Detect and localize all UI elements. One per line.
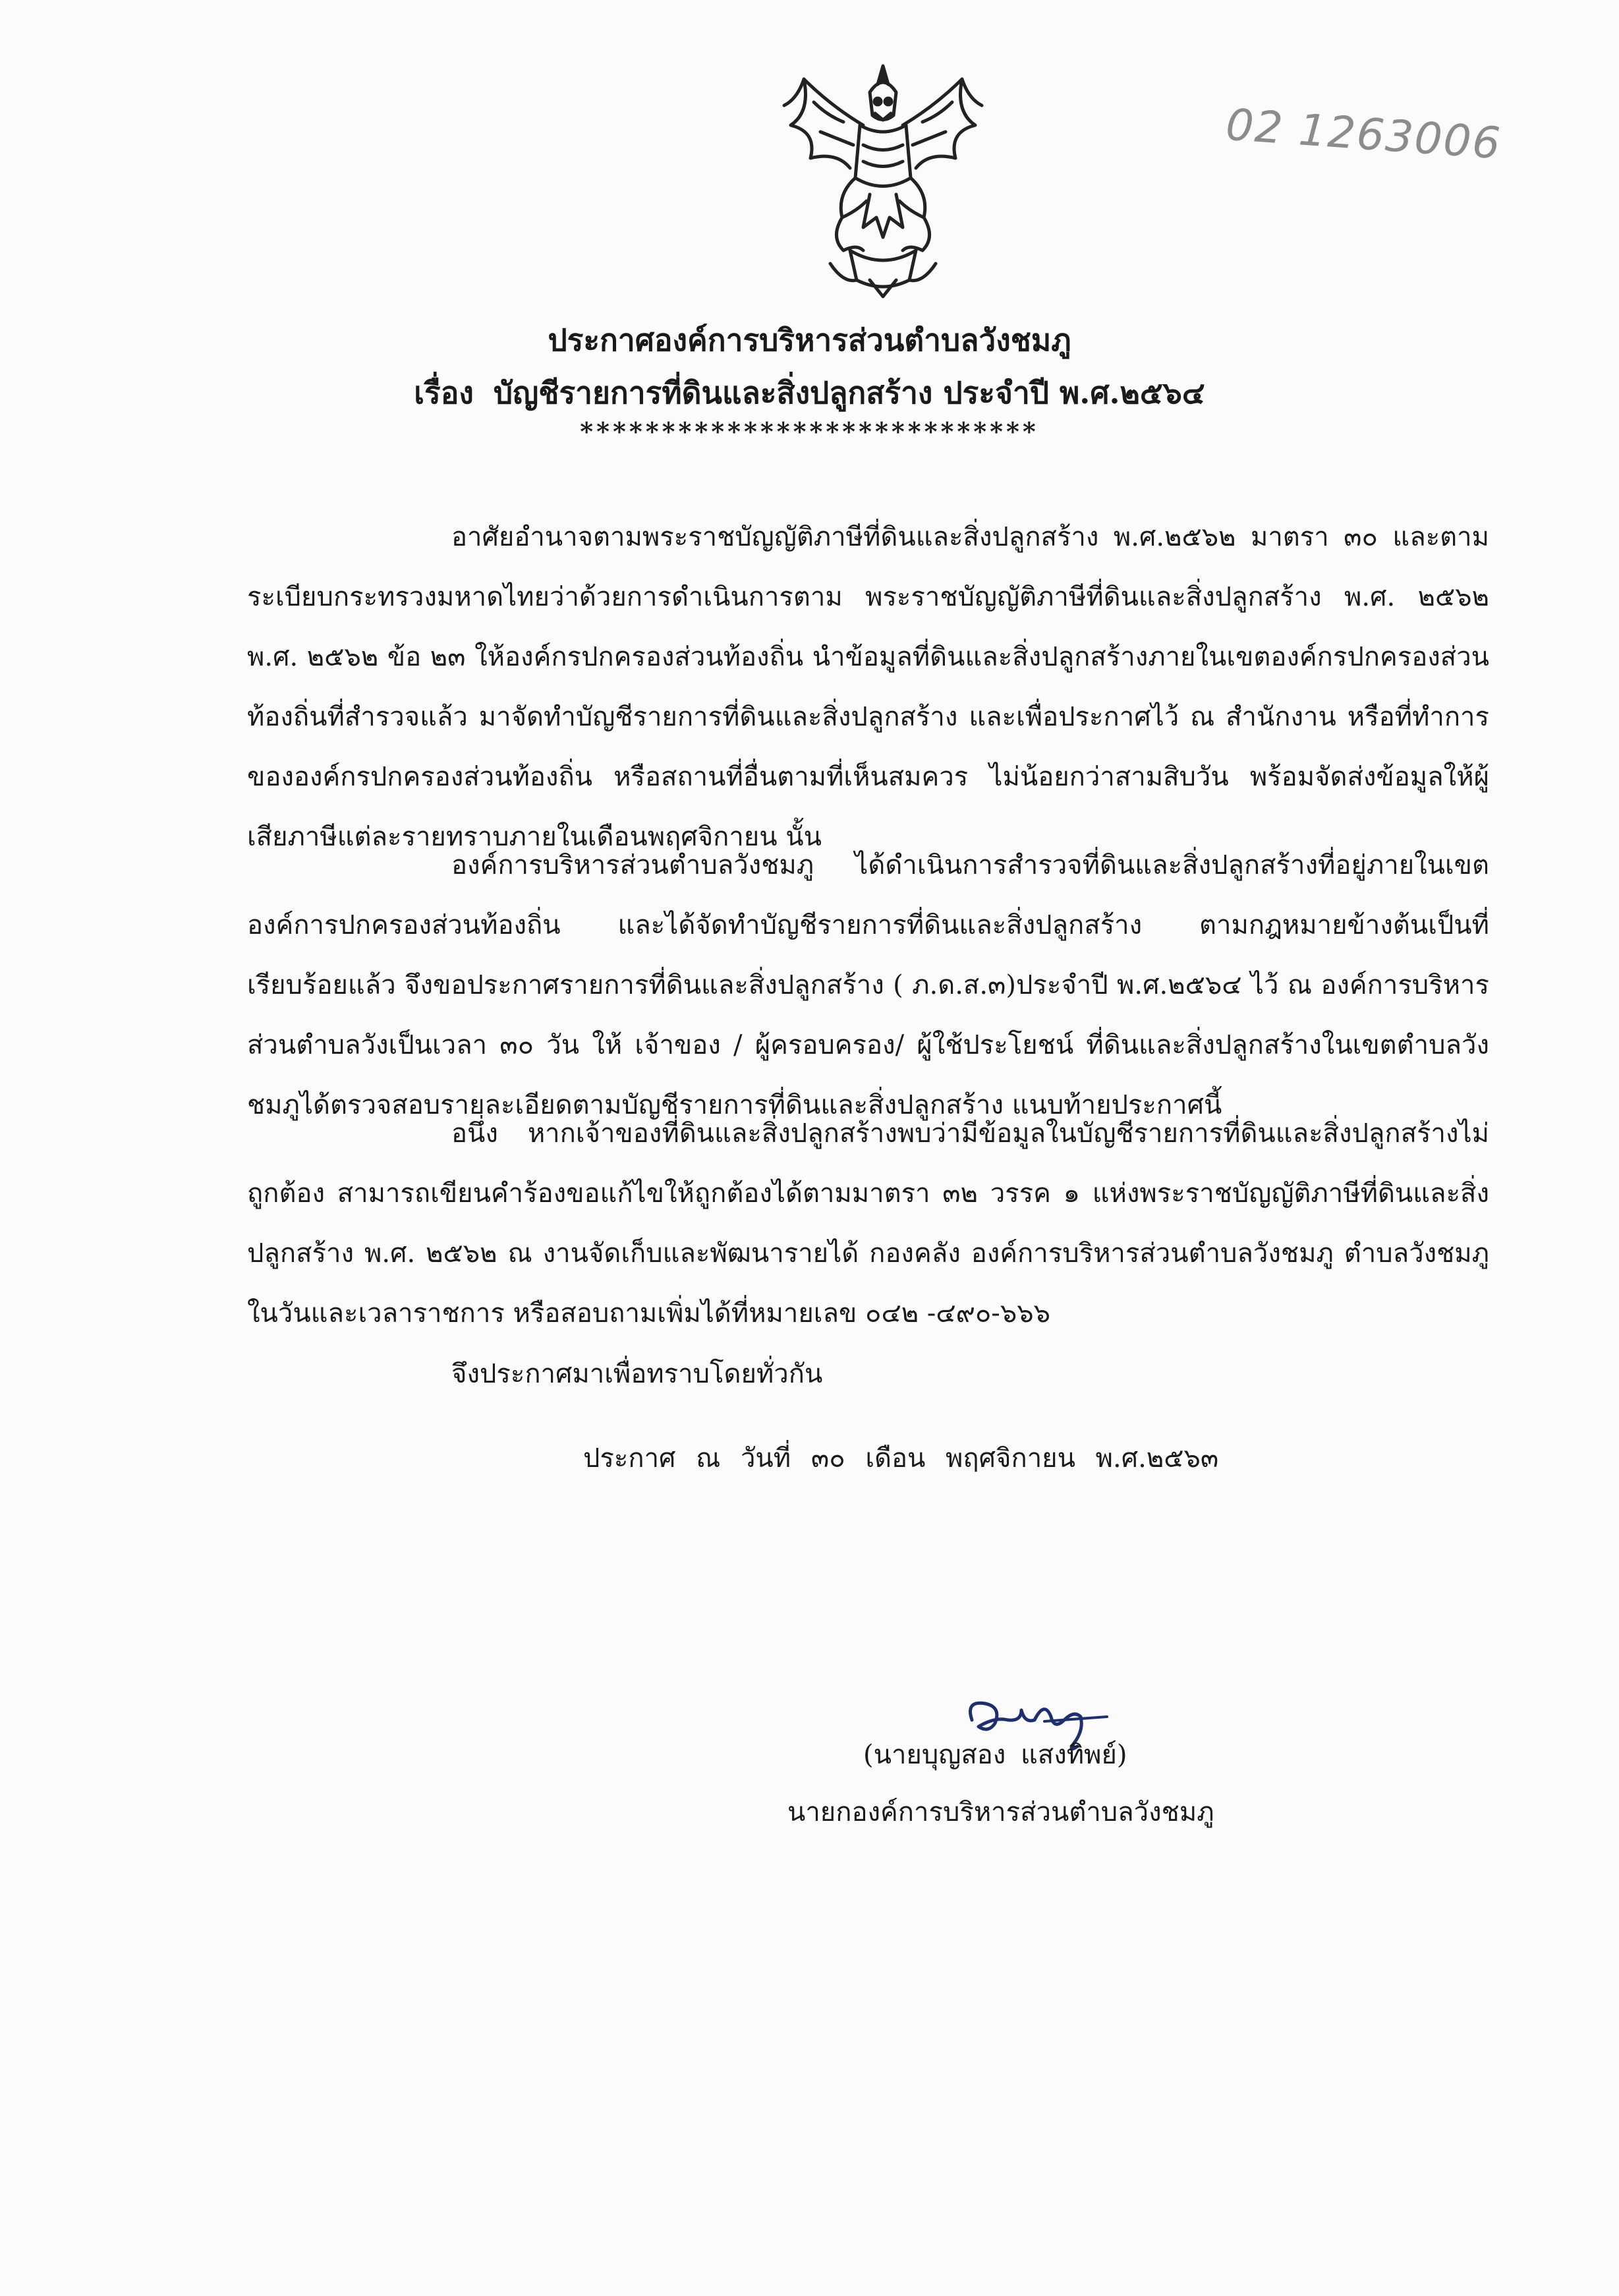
announcement-date: ประกาศ ณ วันที่ ๓๐ เดือน พฤศจิกายน พ.ศ.๒๕๖๓: [583, 1443, 1219, 1474]
body-paragraph-3: อนึ่ง หากเจ้าของที่ดินและสิ่งปลูกสร้างพบว่ามีข้อมูลในบัญชีรายการที่ดินและสิ่งปลูกสร้างไม่ถูกต้อง สามารถเขียนคำร้องขอแก้ไขให้ถูกต้องได้ตามมาตรา ๓๒ วรรค ๑ แห่งพระราชบัญญัติภาษีที่ดินและสิ่งปลูกสร้าง พ.ศ. ๒๕๖๒ ณ งานจัดเก็บและพัฒนารายได้ กองคลัง องค์การบริหารส่วนตำบลวังชมภู ตำบลวังชมภู ในวันและเวลาราชการ หรือสอบถามเพิ่มได้ที่หมายเลข ๐๔๒ -๔๙๐-๖๖๖: [247, 1118, 1489, 1329]
body-paragraph-4: จึงประกาศมาเพื่อทราบโดยทั่วกัน: [451, 1359, 823, 1389]
subject-label: เรื่อง: [414, 375, 474, 411]
announcement-title: ประกาศองค์การบริหารส่วนตำบลวังชมภู: [548, 322, 1071, 358]
handwritten-stamp-number: 02 1263006: [1224, 99, 1504, 169]
garuda-emblem-icon: [764, 53, 1002, 303]
signer-name: (นายบุญสอง แสงทิพย์): [863, 1740, 1127, 1770]
body-paragraph-1: อาศัยอำนาจตามพระราชบัญญัติภาษีที่ดินและสิ่งปลูกสร้าง พ.ศ.๒๕๖๒ มาตรา ๓๐ และตามระเบียบกระทรวงมหาดไทยว่าด้วยการดำเนินการตาม พระราชบัญญัติภาษีที่ดินและสิ่งปลูกสร้าง พ.ศ. ๒๕๖๒ พ.ศ. ๒๕๖๒ ข้อ ๒๓ ให้องค์กรปกครองส่วนท้องถิ่น นำข้อมูลที่ดินและสิ่งปลูกสร้างภายในเขตองค์กรปกครองส่วนท้องถิ่นที่สำรวจแล้ว มาจัดทำบัญชีรายการที่ดินและสิ่งปลูกสร้าง และเพื่อประกาศไว้ ณ สำนักงาน หรือที่ทำการขององค์กรปกครองส่วนท้องถิ่น หรือสถานที่อื่นตามที่เห็นสมควร ไม่น้อยกว่าสามสิบวัน พร้อมจัดส่งข้อมูลให้ผู้เสียภาษีแต่ละรายทราบภายในเดือนพฤศจิกายน นั้น: [247, 522, 1489, 852]
subject-text: บัญชีรายการที่ดินและสิ่งปลูกสร้าง ประจำปี พ.ศ.๒๕๖๔: [493, 375, 1205, 411]
signer-position: นายกองค์การบริหารส่วนตำบลวังชมภู: [787, 1797, 1214, 1827]
announcement-subject: [0, 369, 1619, 417]
title-separator: ****************************: [580, 416, 1039, 446]
body-paragraph-2: องค์การบริหารส่วนตำบลวังชมภู ได้ดำเนินการสำรวจที่ดินและสิ่งปลูกสร้างที่อยู่ภายในเขตองค์การปกครองส่วนท้องถิ่น และได้จัดทำบัญชีรายการที่ดินและสิ่งปลูกสร้าง ตามกฎหมายข้างต้นเป็นที่เรียบร้อยแล้ว จึงขอประกาศรายการที่ดินและสิ่งปลูกสร้าง ( ภ.ด.ส.๓)ประจำปี พ.ศ.๒๕๖๔ ไว้ ณ องค์การบริหารส่วนตำบลวังเป็นเวลา ๓๐ วัน ให้ เจ้าของ / ผู้ครอบครอง/ ผู้ใช้ประโยชน์ ที่ดินและสิ่งปลูกสร้างในเขตตำบลวังชมภูได้ตรวจสอบรายละเอียดตามบัญชีรายการที่ดินและสิ่งปลูกสร้าง แนบท้ายประกาศนี้: [247, 850, 1489, 1120]
